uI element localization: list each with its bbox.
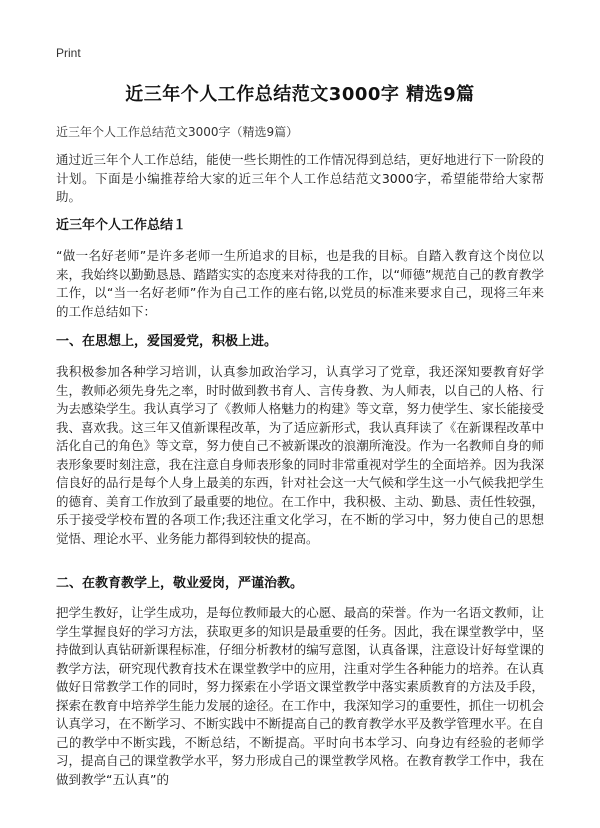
intro-paragraph: 通过近三年个人工作总结，能使一些长期性的工作情况得到总结，更好地进行下一阶段的计划。下面是小编推荐给大家的近三年个人工作总结范文3000字，希望能带给大家帮助。 xyxy=(56,152,544,204)
section2-heading: 二、在教育教学上，敬业爱岗，严谨治教。 xyxy=(56,576,304,591)
section1-paragraph: 我积极参加各种学习培训，认真参加政治学习，认真学习了党章，我还深知要教育好学生，教师必须先身先之率，时时做到教书育人、言传身教、为人师表，以自己的人格、行为去感染学生。我认真学习了《教师人格魅力的构建》等文章，努力使学生、家长能接受我、喜欢我。这三年又值新课程改革，为了适应新形式，我认真拜读了《在新课程改革中活化自己的角色》等文章，努力使自己不被新课改的浪潮所淹没。作为一名教师自身的师表形象要时刻注意，我在注意自身师表形象的同时非常重视对学生的全面培养。因为我深信良好的品行是每个人身上最美的东西，针对社会这一大气候和学生这一小气候我把学生的德育、美育工作放到了最重要的地位。在工作中，我积极、主动、勤恳、责任性较强，乐于接受学校布置的各项工作;我还注重文化学习，在不断的学习中，努力使自己的思想觉悟、理论水平、业务能力都得到较快的提高。 xyxy=(56,364,544,546)
summary-heading: 近三年个人工作总结１ xyxy=(56,218,187,233)
document-subtitle: 近三年个人工作总结范文3000字（精选9篇） xyxy=(56,125,299,139)
teacher-paragraph: “做一名好老师”是许多老师一生所追求的目标，也是我的目标。自踏入教育这个岗位以来，我始终以勤勤恳恳、踏踏实实的态度来对待我的工作，以“师德”规范自己的教育教学工作，以“当一名好老师”作为自己工作的座右铭,以党员的标准来要求自己，现将三年来的工作总结如下： xyxy=(56,248,544,319)
page-title: 近三年个人工作总结范文3000字 精选9篇 xyxy=(125,84,475,105)
section1-heading: 一、在思想上，爱国爱党，积极上进。 xyxy=(56,334,278,349)
section2-paragraph: 把学生教好，让学生成功，是每位教师最大的心愿、最高的荣誉。作为一名语文教师，让学生掌握良好的学习方法，获取更多的知识是最重要的任务。因此，我在课堂教学中，坚持做到认真钻研新课程标准，仔细分析教材的编写意图，认真备课，注意设计好每堂课的教学方法，研究现代教育技术在课堂教学中的应用，注重对学生各种能力的培养。在认真做好日常教学工作的同时，努力探索在小学语文课堂教学中落实素质教育的方法及手段，探索在教育中培养学生能力发展的途径。在工作中，我深知学习的重要性，抓住一切机会认真学习，在不断学习、不断实践中不断提高自己的教育教学水平及教学管理水平。在自己的教学中不断实践，不断总结，不断提高。平时向书本学习、向身边有经验的老师学习，提高自己的课堂教学水平，努力形成自己的课堂教学风格。在教育教学工作中，我在做到教学“五认真”的 xyxy=(56,605,544,787)
print-link[interactable]: Print xyxy=(56,46,81,60)
